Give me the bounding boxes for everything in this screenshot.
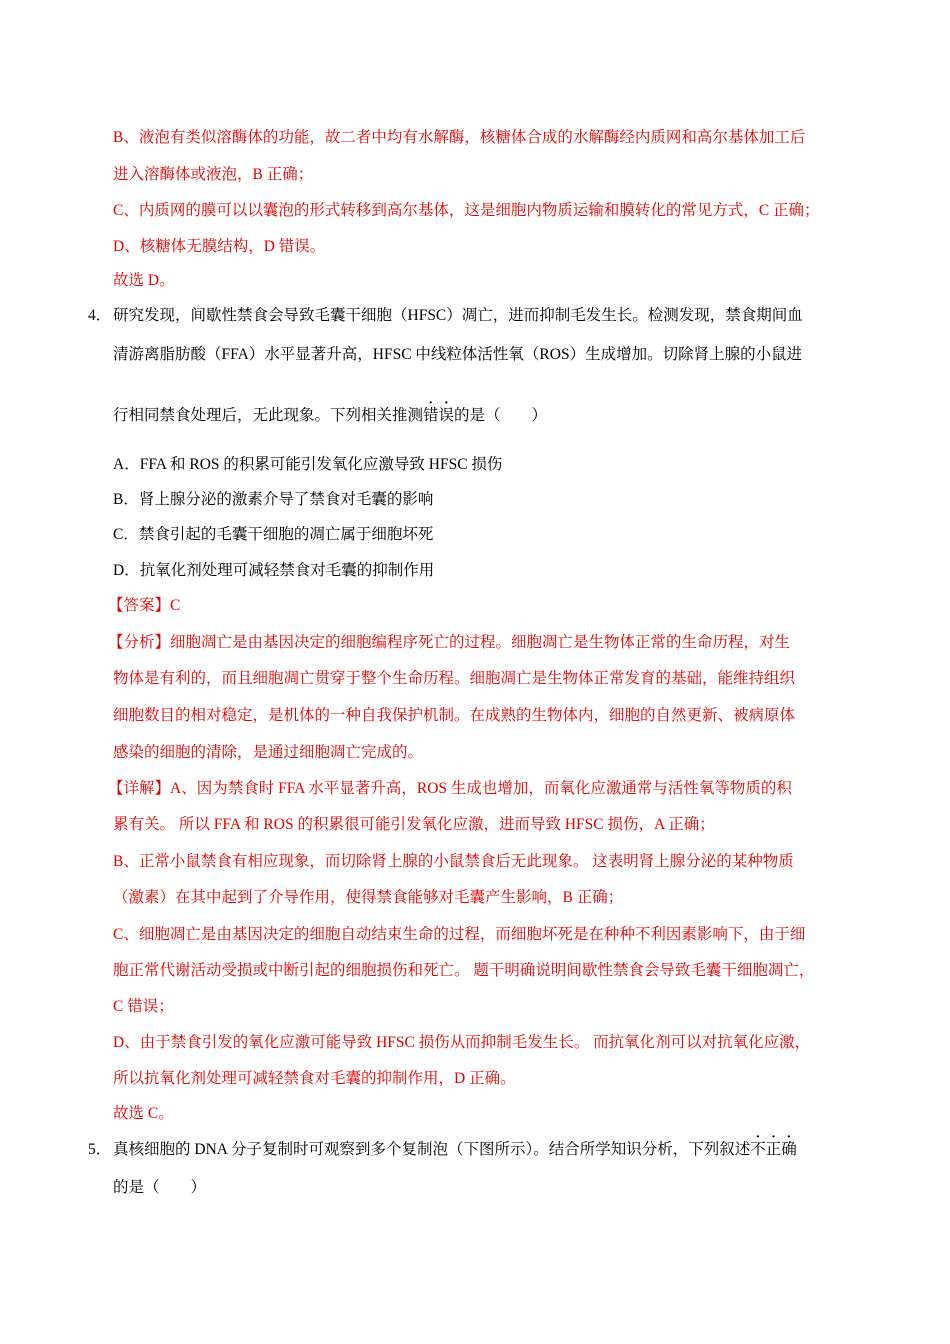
q4-detail-line8: D、由于禁食引发的氧化应激可能导致 HFSC 损伤从而抑制毛发生长。 而抗氧化剂可以对抗氧化应激， — [113, 1034, 811, 1051]
q4-analysis-line1: 【分析】细胞凋亡是由基因决定的细胞编程序死亡的过程。细胞凋亡是生物体正常的生命历程，对生 — [108, 634, 791, 651]
emphasis-char: 正 — [765, 1141, 782, 1158]
q4-choose: 故选 C。 — [113, 1105, 174, 1122]
prev-explanation-c: C、内质网的膜可以以囊泡的形式转移到高尔基体，这是细胞内物质运输和膜转化的常见方式，C 正确； — [113, 202, 820, 219]
answer-value: C — [170, 597, 181, 614]
q4-detail-line4: （激素）在其中起到了介导作用，使得禁食能够对毛囊产生影响，B 正确； — [113, 889, 624, 906]
q5-stem-line1: 真核细胞的 DNA 分子复制时可观察到多个复制泡（下图所示）。结合所学知识分析，下列叙述不正确 — [113, 1141, 797, 1158]
q4-detail-line1: 【详解】A、因为禁食时 FFA 水平显著升高，ROS 生成也增加，而氧化应激通常与活性氧等物质的积 — [108, 780, 792, 797]
q4-option-a: A．FFA 和 ROS 的积累可能引发氧化应激导致 HFSC 损伤 — [113, 456, 503, 473]
q4-analysis-line4: 感染的细胞的清除，是通过细胞凋亡完成的。 — [113, 744, 424, 761]
q4-option-d: D．抗氧化剂处理可减轻禁食对毛囊的抑制作用 — [113, 562, 435, 579]
q4-stem-line2: 清游离脂肪酸（FFA）水平显著升高，HFSC 中线粒体活性氧（ROS）生成增加。切除肾上腺的小鼠进 — [113, 346, 803, 363]
q4-detail-line5: C、细胞凋亡是由基因决定的细胞自动结束生命的过程，而细胞坏死是在种种不利因素影响下，由于细 — [113, 926, 806, 943]
prev-explanation-b-line1: B、液泡有类似溶酶体的功能，故二者中均有水解酶，核糖体合成的水解酶经内质网和高尔基体加工后 — [113, 129, 806, 146]
q5-stem-line2: 的是（ ） — [113, 1179, 207, 1196]
prev-choose: 故选 D。 — [113, 272, 175, 289]
q4-stem-line1: 研究发现，间歇性禁食会导致毛囊干细胞（HFSC）凋亡，进而抑制毛发生长。检测发现，禁食期间血 — [113, 307, 803, 324]
q4-detail-line7: C 错误； — [113, 998, 174, 1015]
emphasis-char: 不 — [750, 1141, 766, 1158]
q4-analysis-line3: 细胞数目的相对稳定，是机体的一种自我保护机制。在成熟的生物体内，细胞的自然更新、被病原体 — [113, 707, 796, 724]
q5-number: 5． — [88, 1141, 112, 1158]
q4-option-c: C．禁食引起的毛囊干细胞的凋亡属于细胞坏死 — [113, 526, 434, 543]
analysis-tag: 【分析】 — [108, 634, 171, 651]
emphasis-char: 错 — [423, 407, 439, 424]
q4-detail-line3: B、正常小鼠禁食有相应现象，而切除肾上腺的小鼠禁食后无此现象。 这表明肾上腺分泌的某种物质 — [113, 853, 794, 870]
q4-answer — [108, 596, 180, 616]
q4-analysis-line2: 物体是有利的，而且细胞凋亡贯穿于整个生命历程。细胞凋亡是生物体正常发育的基础，能维持组织 — [113, 670, 796, 687]
prev-explanation-d: D、核糖体无膜结构，D 错误。 — [113, 238, 326, 255]
q4-stem-line3: 行相同禁食处理后，无此现象。下列相关推测错误的是（ ） — [113, 407, 548, 424]
emphasis-char: 确 — [781, 1141, 797, 1158]
q4-option-b: B．肾上腺分泌的激素介导了禁食对毛囊的影响 — [113, 491, 434, 508]
q4-detail-line6: 胞正常代谢活动受损或中断引起的细胞损伤和死亡。 题干明确说明间歇性禁食会导致毛囊干细胞凋亡， — [113, 962, 815, 979]
prev-explanation-b-line2: 进入溶酶体或液泡，B 正确； — [113, 166, 314, 183]
q4-number: 4． — [88, 307, 112, 324]
emphasis-char: 误 — [438, 407, 455, 424]
q4-detail-line2: 累有关。 所以 FFA 和 ROS 的积累很可能引发氧化应激，进而导致 HFSC 损伤，A 正确； — [113, 816, 715, 833]
answer-tag: 【答案】 — [108, 597, 171, 614]
detail-tag: 【详解】 — [108, 780, 171, 797]
q4-detail-line9: 所以抗氧化剂处理可减轻禁食对毛囊的抑制作用，D 正确。 — [113, 1070, 516, 1087]
